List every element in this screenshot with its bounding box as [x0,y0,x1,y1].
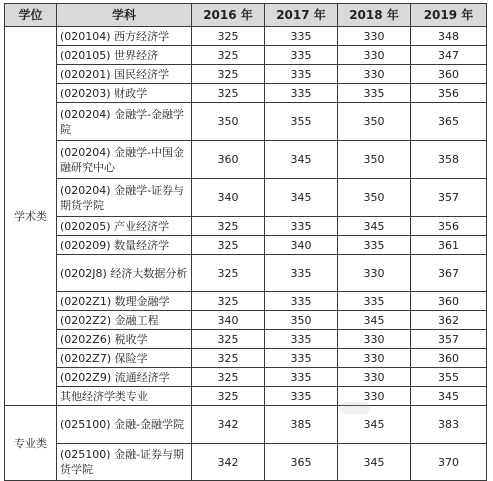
header-degree: 学位 [5,4,57,27]
score-cell-2016: 350 [192,103,265,141]
subject-cell: (025100) 金融-证券与期货学院 [57,444,192,481]
subject-cell: (0202Z1) 数理金融学 [57,292,192,311]
score-cell-2018: 330 [338,65,411,84]
table-row [5,179,487,217]
score-cell-2017: 385 [265,406,338,444]
score-cell-2017: 355 [265,103,338,141]
table-row [5,65,487,84]
score-cell-2017: 350 [265,311,338,330]
table-row [5,27,487,46]
header-year-2019: 2019 年 [411,4,487,27]
score-cell-2017: 335 [265,387,338,406]
score-cell-2019: 345 [411,387,487,406]
score-cell-2018: 335 [338,236,411,255]
table-row [5,330,487,349]
subject-cell: (025100) 金融-金融学院 [57,406,192,444]
score-table [4,3,487,481]
table-row [5,368,487,387]
score-cell-2019: 348 [411,27,487,46]
score-cell-2019: 360 [411,292,487,311]
score-cell-2019: 356 [411,84,487,103]
table-row [5,444,487,481]
score-cell-2019: 355 [411,368,487,387]
subject-cell: (0202Z6) 税收学 [57,330,192,349]
score-cell-2019: 360 [411,65,487,84]
score-cell-2019: 357 [411,179,487,217]
subject-cell: (0202J8) 经济大数据分析 [57,255,192,292]
subject-cell: 其他经济学类专业 [57,387,192,406]
table-row [5,236,487,255]
table-row [5,84,487,103]
subject-cell: (020209) 数量经济学 [57,236,192,255]
score-cell-2018: 335 [338,292,411,311]
score-cell-2016: 325 [192,217,265,236]
score-cell-2019: 365 [411,103,487,141]
subject-cell: (020104) 西方经济学 [57,27,192,46]
score-cell-2016: 325 [192,84,265,103]
score-cell-2017: 340 [265,236,338,255]
table-row [5,103,487,141]
table-row [5,292,487,311]
score-cell-2017: 335 [265,349,338,368]
score-cell-2016: 325 [192,27,265,46]
table-row [5,387,487,406]
score-cell-2019: 356 [411,217,487,236]
subject-cell: (0202Z9) 流通经济学 [57,368,192,387]
table-row [5,349,487,368]
score-cell-2016: 325 [192,292,265,311]
score-cell-2017: 365 [265,444,338,481]
score-cell-2016: 325 [192,330,265,349]
score-cell-2019: 367 [411,255,487,292]
score-cell-2018: 350 [338,141,411,179]
score-cell-2017: 345 [265,179,338,217]
table-row [5,406,487,444]
subject-cell: (020201) 国民经济学 [57,65,192,84]
score-cell-2017: 335 [265,46,338,65]
score-cell-2019: 383 [411,406,487,444]
subject-cell: (020204) 金融学-金融学院 [57,103,192,141]
score-cell-2018: 345 [338,406,411,444]
subject-cell: (020204) 金融学-中国金融研究中心 [57,141,192,179]
score-cell-2019: 361 [411,236,487,255]
subject-cell: (020105) 世界经济 [57,46,192,65]
score-cell-2017: 345 [265,141,338,179]
score-cell-2016: 340 [192,179,265,217]
score-cell-2018: 335 [338,84,411,103]
header-year-2018: 2018 年 [338,4,411,27]
score-cell-2018: 330 [338,255,411,292]
score-cell-2019: 358 [411,141,487,179]
score-cell-2016: 325 [192,46,265,65]
score-cell-2019: 347 [411,46,487,65]
score-cell-2016: 325 [192,387,265,406]
table-row [5,141,487,179]
subject-cell: (020203) 财政学 [57,84,192,103]
subject-cell: (020205) 产业经济学 [57,217,192,236]
header-year-2017: 2017 年 [265,4,338,27]
score-cell-2016: 325 [192,349,265,368]
score-cell-2016: 325 [192,255,265,292]
score-cell-2017: 335 [265,292,338,311]
degree-category-cell: 专业类 [5,406,57,481]
score-cell-2019: 360 [411,349,487,368]
score-cell-2018: 345 [338,217,411,236]
score-cell-2016: 360 [192,141,265,179]
score-cell-2018: 350 [338,179,411,217]
score-cell-2017: 335 [265,27,338,46]
score-cell-2016: 325 [192,236,265,255]
score-cell-2018: 330 [338,330,411,349]
degree-category-cell: 学术类 [5,27,57,406]
table-row [5,217,487,236]
score-cell-2018: 330 [338,46,411,65]
subject-cell: (0202Z7) 保险学 [57,349,192,368]
score-cell-2016: 325 [192,65,265,84]
header-year-2016: 2016 年 [192,4,265,27]
score-cell-2017: 335 [265,217,338,236]
score-cell-2016: 342 [192,444,265,481]
subject-cell: (020204) 金融学-证券与期货学院 [57,179,192,217]
table-body [5,27,487,481]
subject-cell: (0202Z2) 金融工程 [57,311,192,330]
score-cell-2018: 330 [338,368,411,387]
score-cell-2016: 342 [192,406,265,444]
score-cell-2016: 325 [192,368,265,387]
header-subject: 学科 [57,4,192,27]
score-cell-2016: 340 [192,311,265,330]
header-row [5,4,487,27]
score-cell-2017: 335 [265,84,338,103]
score-cell-2018: 330 [338,349,411,368]
score-cell-2017: 335 [265,255,338,292]
watermark [340,402,370,414]
score-cell-2019: 357 [411,330,487,349]
table-row [5,311,487,330]
score-cell-2017: 335 [265,368,338,387]
score-cell-2018: 330 [338,387,411,406]
score-cell-2017: 335 [265,65,338,84]
score-cell-2018: 345 [338,311,411,330]
score-cell-2017: 335 [265,330,338,349]
table-row [5,46,487,65]
score-cell-2019: 370 [411,444,487,481]
score-cell-2018: 350 [338,103,411,141]
score-cell-2018: 330 [338,27,411,46]
score-cell-2019: 362 [411,311,487,330]
score-cell-2018: 345 [338,444,411,481]
table-row [5,255,487,292]
